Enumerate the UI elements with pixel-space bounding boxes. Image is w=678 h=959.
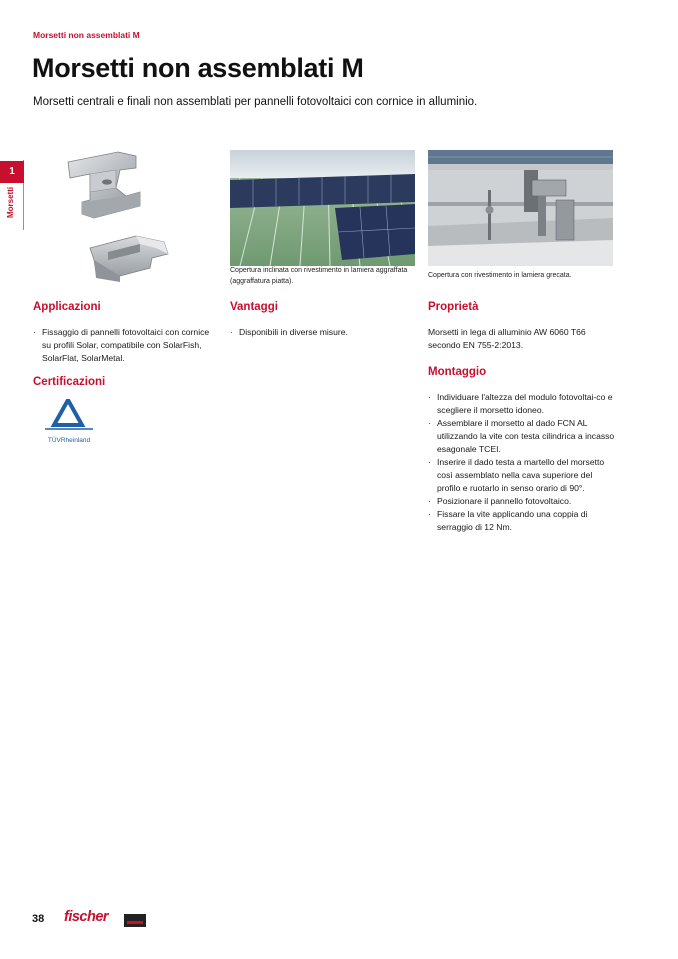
brand-mark-icon	[124, 914, 146, 923]
heading-vantaggi: Vantaggi	[230, 301, 278, 313]
proprieta-text: Morsetti in lega di alluminio AW 6060 T66 secondo EN 755-2:2013.	[428, 327, 586, 350]
brand-logo: fischer	[64, 909, 109, 925]
tuv-rheinland-logo	[41, 399, 97, 443]
list-item: · Individuare l'altezza del modulo fotovoltai-co e scegliere il morsetto idoneo.	[428, 391, 616, 417]
chapter-tab-line	[23, 160, 24, 230]
list-item: · Fissaggio di pannelli fotovoltaici con cornice su profili Solar, compatibile con SolarFish, SolarFlat, SolarMetal.	[33, 326, 213, 365]
heading-montaggio: Montaggio	[428, 366, 487, 378]
tuv-triangle-icon	[41, 399, 97, 431]
page-title: Morsetti non assemblati M	[32, 53, 364, 83]
list-item: · Disponibili in diverse misure.	[230, 326, 410, 339]
montaggio-list	[428, 391, 616, 534]
photo-trapezoidal-roof	[428, 150, 613, 266]
heading-certificazioni: Certificazioni	[33, 376, 106, 388]
chapter-tab-number[interactable]: 1	[0, 161, 24, 183]
vantaggi-list	[230, 326, 410, 339]
list-item: · Inserire il dado testa a martello del morsetto così assemblato nella cava superiore del profilo e ruotarlo in senso orario di 90°.	[428, 456, 616, 495]
page-subtitle: Morsetti centrali e finali non assemblati per pannelli fotovoltaici con cornice in alluminio.	[33, 96, 478, 108]
list-item: · Fissare la vite applicando una coppia di serraggio di 12 Nm.	[428, 508, 616, 534]
breadcrumb: Morsetti non assemblati M	[33, 30, 140, 40]
heading-proprieta: Proprietà	[428, 301, 479, 313]
list-item: · Assemblare il morsetto al dado FCN AL utilizzando la vite con testa cilindrica a incasso esagonale TCEI.	[428, 417, 616, 456]
product-image-clamps	[60, 148, 190, 283]
caption-standing-seam: Copertura inclinata con rivestimento in lamiera aggraffata (aggraffatura piatta).	[230, 267, 408, 285]
photo-standing-seam-roof	[230, 150, 415, 266]
heading-applicazioni: Applicazioni	[33, 301, 101, 313]
caption-trapezoidal: Copertura con rivestimento in lamiera grecata.	[428, 272, 572, 279]
page-number: 38	[32, 913, 45, 925]
applicazioni-list	[33, 326, 213, 365]
list-item: · Posizionare il pannello fotovoltaico.	[428, 495, 616, 508]
tuv-logo-text: TÜVRheinland	[47, 437, 91, 444]
chapter-tab-label: Morsetti	[6, 186, 15, 218]
